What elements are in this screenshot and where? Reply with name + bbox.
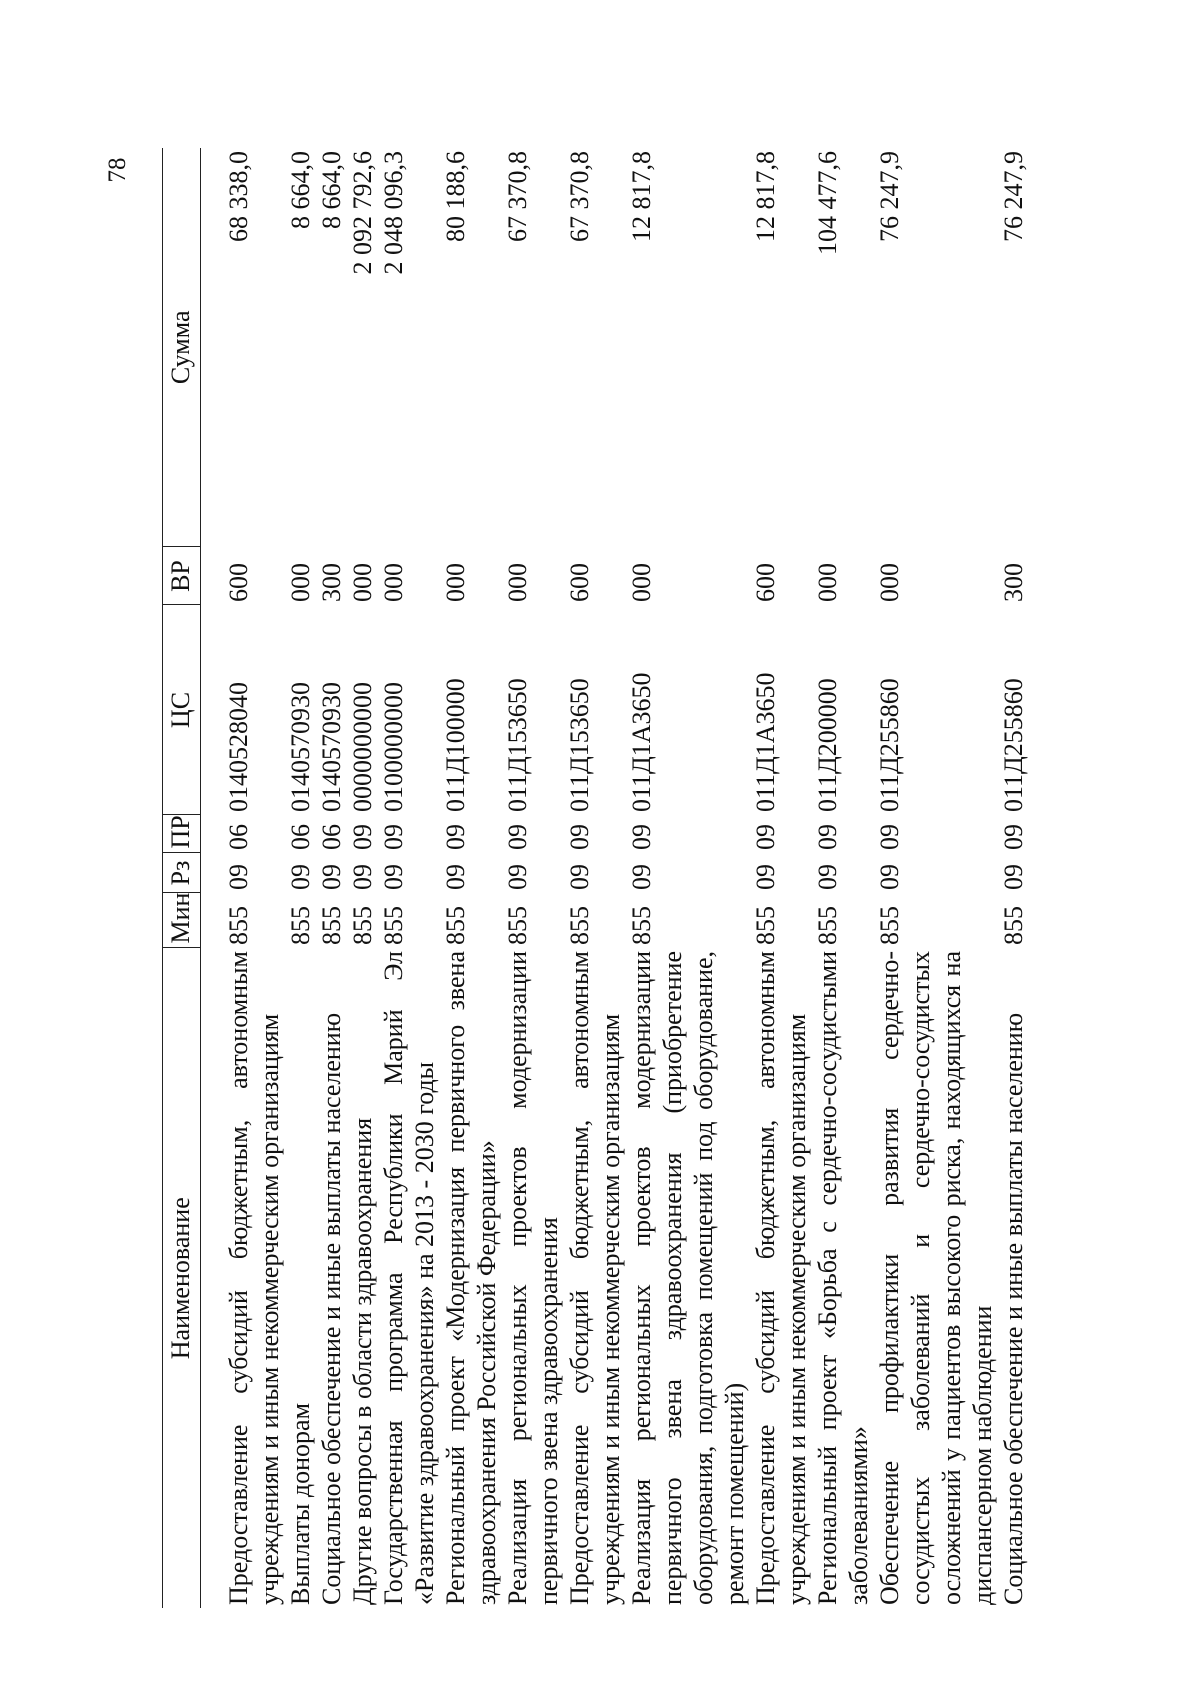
- cell-pr: 06: [317, 824, 346, 850]
- cell-vr: 000: [813, 563, 842, 602]
- cell-min: 855: [348, 906, 377, 945]
- cell-pr: 06: [224, 824, 253, 850]
- cell-name: Выплаты донорам: [286, 1402, 315, 1605]
- cell-vr: 000: [441, 563, 470, 602]
- page-number: 78: [104, 157, 131, 183]
- cell-min: 855: [565, 906, 594, 945]
- header-min: Мин: [163, 893, 201, 948]
- cell-vr: 300: [317, 563, 346, 602]
- table-row: [201, 148, 286, 1608]
- cell-rz: 09: [348, 864, 377, 890]
- cell-rz: 09: [286, 864, 315, 890]
- cell-vr: 600: [224, 563, 253, 602]
- table-row: [874, 148, 998, 1608]
- cell-sum: 12 817,8: [751, 151, 780, 242]
- cell-pr: 09: [627, 824, 656, 850]
- cell-min: 855: [224, 906, 253, 945]
- cell-rz: 09: [224, 864, 253, 890]
- cell-name: Государственная программа Республики Марий Эл «Развитие здравоохранения» на 2013 - 2030 годы: [379, 951, 439, 1605]
- table-row: [347, 148, 378, 1608]
- cell-sum: 8 664,0: [286, 151, 315, 229]
- cell-sum: 8 664,0: [317, 151, 346, 229]
- cell-vr: 000: [286, 563, 315, 602]
- header-cs: ЦС: [163, 605, 201, 815]
- table-row: [502, 148, 564, 1608]
- cell-cs: 0140570930: [286, 682, 315, 812]
- cell-sum: 76 247,9: [999, 151, 1028, 242]
- cell-rz: 09: [565, 864, 594, 890]
- cell-min: 855: [379, 906, 408, 945]
- cell-pr: 09: [751, 824, 780, 850]
- cell-cs: 011Д153650: [565, 678, 594, 812]
- cell-rz: 09: [751, 864, 780, 890]
- cell-name: Предоставление субсидий бюджетным, автономным учреждениям и иным некоммерческим организациям: [565, 951, 625, 1605]
- cell-pr: 09: [441, 824, 470, 850]
- header-rz: Рз: [163, 853, 201, 893]
- table-row: [626, 148, 750, 1608]
- cell-cs: 011Д255860: [999, 678, 1028, 812]
- header-vr: ВР: [163, 547, 201, 605]
- cell-min: 855: [813, 906, 842, 945]
- cell-pr: 06: [286, 824, 315, 850]
- cell-vr: 600: [751, 563, 780, 602]
- budget-table: [162, 148, 1029, 1608]
- cell-pr: 09: [999, 824, 1028, 850]
- cell-rz: 09: [999, 864, 1028, 890]
- cell-vr: 000: [348, 563, 377, 602]
- cell-vr: 000: [379, 563, 408, 602]
- cell-sum: 2 048 096,3: [379, 151, 408, 275]
- cell-pr: 09: [503, 824, 532, 850]
- cell-sum: 67 370,8: [503, 151, 532, 242]
- cell-name: Другие вопросы в области здравоохранения: [348, 1117, 377, 1605]
- cell-rz: 09: [441, 864, 470, 890]
- cell-cs: 011Д200000: [813, 678, 842, 812]
- cell-cs: 0000000000: [348, 682, 377, 812]
- cell-cs: 0140570930: [317, 682, 346, 812]
- cell-name: Социальное обеспечение и иные выплаты населению: [999, 1012, 1028, 1605]
- table-row: [285, 148, 316, 1608]
- cell-cs: 011Д255860: [875, 678, 904, 812]
- cell-name: Предоставление субсидий бюджетным, автономным учреждениям и иным некоммерческим организациям: [751, 951, 811, 1605]
- rotated-page-content: [162, 148, 1028, 1608]
- cell-sum: 76 247,9: [875, 151, 904, 242]
- cell-name: Региональный проект «Борьба с сердечно-сосудистыми заболеваниями»: [813, 951, 873, 1605]
- header-sum: Сумма: [163, 148, 201, 547]
- cell-sum: 2 092 792,6: [348, 151, 377, 275]
- cell-cs: 011Д153650: [503, 678, 532, 812]
- cell-vr: 300: [999, 563, 1028, 602]
- cell-rz: 09: [317, 864, 346, 890]
- cell-name: Реализация региональных проектов модернизации первичного звена здравоохранения (приобретение оборудования, подготовка помещений под оборудование, ремонт помещений): [627, 951, 749, 1605]
- cell-sum: 104 477,6: [813, 151, 842, 255]
- cell-min: 855: [286, 906, 315, 945]
- table-row: [378, 148, 440, 1608]
- header-name: Наименование: [163, 948, 201, 1608]
- cell-cs: 011Д100000: [441, 678, 470, 812]
- cell-rz: 09: [813, 864, 842, 890]
- cell-rz: 09: [627, 864, 656, 890]
- table-row: [440, 148, 502, 1608]
- cell-cs: 011Д1А3650: [751, 672, 780, 812]
- table-row: [812, 148, 874, 1608]
- cell-name: Реализация региональных проектов модернизации первичного звена здравоохранения: [503, 951, 563, 1605]
- table-row: [750, 148, 812, 1608]
- cell-sum: 80 188,6: [441, 151, 470, 242]
- table-row: [998, 148, 1029, 1608]
- cell-name: Обеспечение профилактики развития сердечно-сосудистых заболеваний и сердечно-сосудистых осложнений у пациентов высокого риска, находящихся на диспансерном наблюдении: [875, 951, 997, 1605]
- table-header: [163, 148, 201, 1608]
- cell-sum: 12 817,8: [627, 151, 656, 242]
- table-row: [316, 148, 347, 1608]
- cell-rz: 09: [503, 864, 532, 890]
- cell-min: 855: [441, 906, 470, 945]
- cell-min: 855: [999, 906, 1028, 945]
- cell-vr: 000: [627, 563, 656, 602]
- cell-min: 855: [627, 906, 656, 945]
- cell-cs: 0140528040: [224, 682, 253, 812]
- header-row: [163, 148, 201, 1608]
- cell-min: 855: [751, 906, 780, 945]
- cell-min: 855: [503, 906, 532, 945]
- cell-min: 855: [875, 906, 904, 945]
- cell-vr: 000: [875, 563, 904, 602]
- cell-pr: 09: [379, 824, 408, 850]
- cell-min: 855: [317, 906, 346, 945]
- cell-pr: 09: [875, 824, 904, 850]
- cell-name: Социальное обеспечение и иные выплаты населению: [317, 1012, 346, 1605]
- cell-vr: 600: [565, 563, 594, 602]
- cell-rz: 09: [379, 864, 408, 890]
- cell-name: Региональный проект «Модернизация первичного звена здравоохранения Российской Федерации»: [441, 951, 501, 1605]
- cell-vr: 000: [503, 563, 532, 602]
- cell-pr: 09: [348, 824, 377, 850]
- header-pr: ПР: [163, 815, 201, 853]
- cell-rz: 09: [875, 864, 904, 890]
- table-body: [201, 148, 1030, 1608]
- cell-sum: 67 370,8: [565, 151, 594, 242]
- cell-sum: 68 338,0: [224, 151, 253, 242]
- cell-pr: 09: [813, 824, 842, 850]
- table-row: [564, 148, 626, 1608]
- cell-pr: 09: [565, 824, 594, 850]
- cell-cs: 011Д1А3650: [627, 672, 656, 812]
- cell-name: Предоставление субсидий бюджетным, автономным учреждениям и иным некоммерческим организациям: [224, 951, 284, 1605]
- cell-cs: 0100000000: [379, 682, 408, 812]
